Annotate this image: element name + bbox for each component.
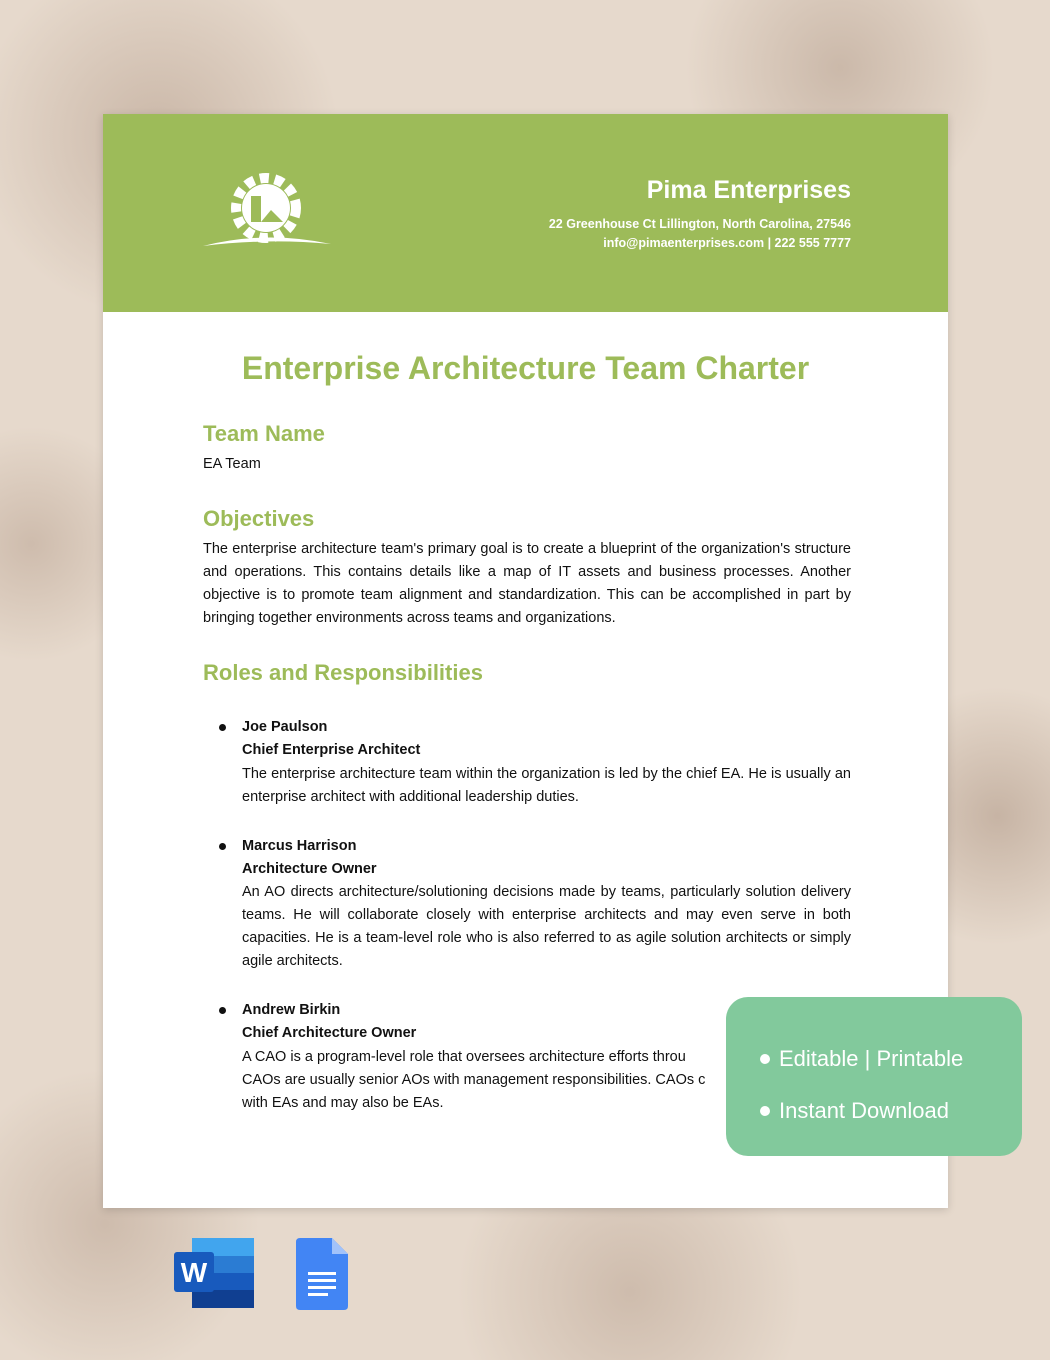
feature-label: Editable | Printable bbox=[779, 1046, 964, 1071]
team-name-heading: Team Name bbox=[203, 421, 325, 446]
features-badge bbox=[726, 997, 1022, 1156]
company-name: Pima Enterprises bbox=[646, 176, 851, 204]
role-person: Joe Paulson bbox=[242, 719, 328, 735]
bullet-icon bbox=[760, 1054, 770, 1064]
bullet-icon bbox=[219, 724, 226, 731]
bullet-icon bbox=[760, 1106, 770, 1116]
role-title: Architecture Owner bbox=[242, 860, 377, 877]
feature-item bbox=[760, 1085, 1022, 1137]
role-person: Marcus Harrison bbox=[242, 837, 357, 854]
bullet-icon bbox=[219, 1007, 226, 1014]
role-description-line: A CAO is a program-level role that oversees architecture efforts throu bbox=[242, 1048, 686, 1065]
word-icon[interactable] bbox=[174, 1238, 254, 1308]
letterhead bbox=[103, 114, 948, 312]
company-contact: info@pimaenterprises.com | 222 555 7777 bbox=[603, 236, 851, 250]
role-title: Chief Architecture Owner bbox=[242, 1025, 417, 1042]
document-title: Enterprise Architecture Team Charter bbox=[241, 350, 810, 386]
svg-text:W: W bbox=[180, 1257, 208, 1288]
bullet-icon bbox=[219, 843, 226, 850]
google-docs-icon[interactable] bbox=[296, 1238, 348, 1310]
list-item bbox=[242, 835, 851, 974]
role-description-line: with EAs and may also be EAs. bbox=[242, 1095, 444, 1112]
role-description-line: CAOs are usually senior AOs with management responsibilities. CAOs c bbox=[242, 1072, 706, 1089]
list-item bbox=[242, 716, 851, 809]
feature-item bbox=[760, 1033, 1022, 1085]
company-address: 22 Greenhouse Ct Lillington, North Carolina, 27546 bbox=[548, 217, 851, 231]
role-title: Chief Enterprise Architect bbox=[242, 742, 421, 759]
company-logo-icon bbox=[203, 170, 333, 250]
team-name-value: EA Team bbox=[203, 456, 261, 472]
role-description: The enterprise architecture team within the organization is led by the chief EA. He is usually an enterprise architect with additional leadership duties. bbox=[242, 765, 851, 805]
objectives-text: The enterprise architecture team's primary goal is to create a blueprint of the organization's structure and operations. This contains details like a map of IT assets and business processes. Another objective is to promote team alignment and standardization. This can be accomplished in part by bringing together environments across teams and organizations. bbox=[203, 541, 851, 626]
feature-label: Instant Download bbox=[779, 1098, 949, 1123]
roles-heading: Roles and Responsibilities bbox=[203, 660, 483, 685]
objectives-heading: Objectives bbox=[203, 506, 315, 531]
role-description: An AO directs architecture/solutioning decisions made by teams, particularly solution delivery teams. He will collaborate closely with enterprise architects and may even serve in both capacities. He is a team-level role who is also referred to as agile solution architects or simply agile architects. bbox=[242, 884, 851, 970]
role-person: Andrew Birkin bbox=[242, 1002, 341, 1019]
